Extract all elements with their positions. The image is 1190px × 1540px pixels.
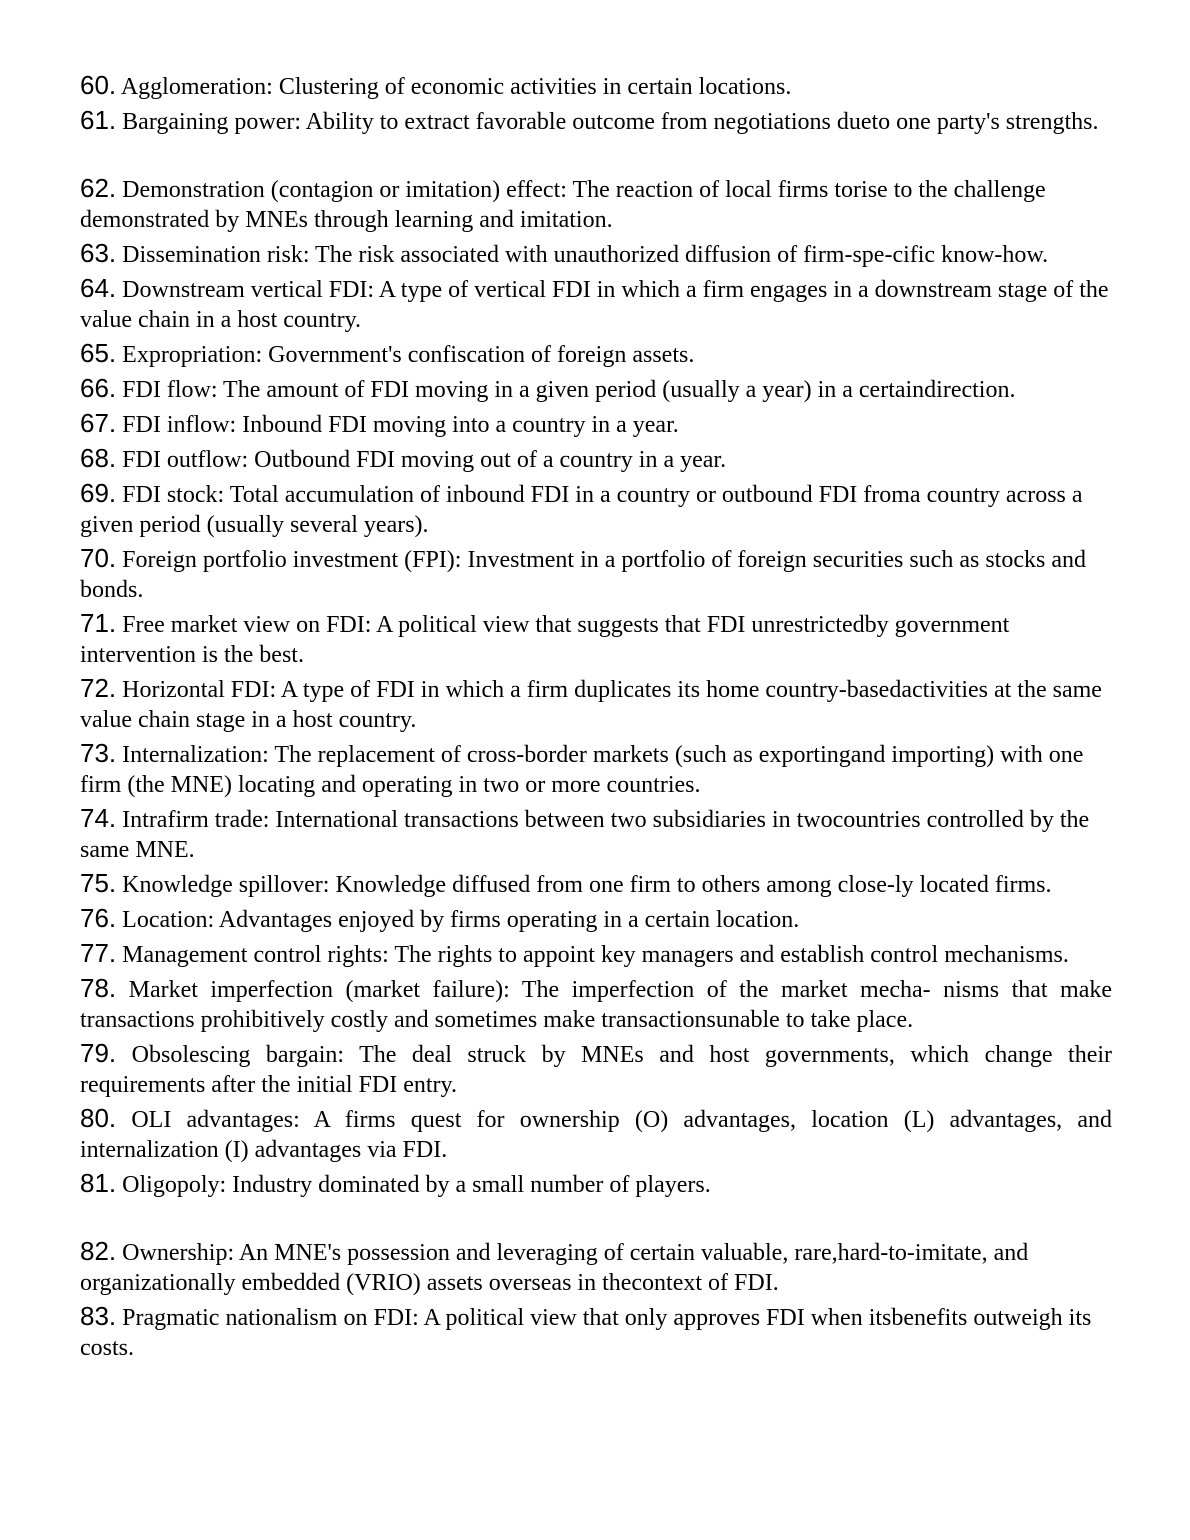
glossary-page — [80, 70, 1112, 1366]
glossary-entry-72 — [80, 673, 1112, 735]
entry-text: Horizontal FDI: A type of FDI in which a firm duplicates its home country-basedactivities at the same value chain stage in a host country. — [80, 677, 1102, 733]
entry-text: Oligopoly: Industry dominated by a small number of players. — [122, 1172, 711, 1198]
entry-text: FDI stock: Total accumulation of inbound FDI in a country or outbound FDI froma country across a given period (usually several years). — [80, 482, 1083, 538]
glossary-entry-61 — [80, 105, 1112, 137]
entry-number: 71. — [80, 608, 117, 638]
glossary-entry-70 — [80, 543, 1112, 605]
entry-text: Market imperfection (market failure): The imperfection of the market mecha- nisms that make transactions prohibitively costly and sometimes make transactionsunable to take place. — [80, 977, 1113, 1033]
glossary-entry-73 — [80, 738, 1112, 800]
glossary-entry-75 — [80, 868, 1112, 900]
glossary-entry-67 — [80, 408, 1112, 440]
entry-text: Management control rights: The rights to appoint key managers and establish control mechanisms. — [122, 942, 1069, 968]
entry-number: 67. — [80, 408, 117, 438]
glossary-entry-74 — [80, 803, 1112, 865]
entry-number: 73. — [80, 738, 117, 768]
entry-number: 63. — [80, 238, 117, 268]
entry-number: 64. — [80, 273, 117, 303]
entry-text: FDI flow: The amount of FDI moving in a given period (usually a year) in a certaindirection. — [122, 377, 1016, 403]
entry-number: 76. — [80, 903, 117, 933]
glossary-entry-71 — [80, 608, 1112, 670]
entry-number: 77. — [80, 938, 117, 968]
glossary-entry-60 — [80, 70, 1112, 102]
entry-number: 68. — [80, 443, 117, 473]
glossary-entry-65 — [80, 338, 1112, 370]
glossary-entry-64 — [80, 273, 1112, 335]
glossary-entry-66 — [80, 373, 1112, 405]
entry-number: 81. — [80, 1168, 117, 1198]
entry-number: 72. — [80, 673, 117, 703]
entry-text: Free market view on FDI: A political view that suggests that FDI unrestrictedby government intervention is the best. — [80, 612, 1010, 668]
entry-number: 79. — [80, 1038, 117, 1068]
entry-text: Pragmatic nationalism on FDI: A political view that only approves FDI when itsbenefits outweigh its costs. — [80, 1305, 1092, 1361]
glossary-entry-82 — [80, 1236, 1112, 1298]
entry-text: Agglomeration: Clustering of economic activities in certain locations. — [120, 74, 792, 100]
entry-text: Internalization: The replacement of cross-border markets (such as exportingand importing) with one firm (the MNE) locating and operating in two or more countries. — [80, 742, 1084, 798]
entry-number: 62. — [80, 173, 117, 203]
entry-number: 80. — [80, 1103, 117, 1133]
entry-text: OLI advantages: A firms quest for ownership (O) advantages, location (L) advantages, and internalization (I) advantages via FDI. — [80, 1107, 1112, 1163]
entry-text: Downstream vertical FDI: A type of vertical FDI in which a firm engages in a downstream stage of the value chain in a host country. — [80, 277, 1109, 333]
entry-text: Ownership: An MNE's possession and leveraging of certain valuable, rare,hard-to-imitate, and organizationally embedded (VRIO) assets overseas in thecontext of FDI. — [80, 1240, 1029, 1296]
entry-text: Location: Advantages enjoyed by firms operating in a certain location. — [122, 907, 800, 933]
entry-number: 70. — [80, 543, 117, 573]
entry-text: FDI inflow: Inbound FDI moving into a country in a year. — [122, 412, 679, 438]
glossary-entry-80 — [80, 1103, 1112, 1165]
glossary-entry-62 — [80, 173, 1112, 235]
entry-number: 82. — [80, 1236, 117, 1266]
entry-text: Obsolescing bargain: The deal struck by MNEs and host governments, which change their requirements after the initial FDI entry. — [80, 1042, 1113, 1098]
glossary-entry-78 — [80, 973, 1112, 1035]
glossary-entry-83 — [80, 1301, 1112, 1363]
glossary-entry-63 — [80, 238, 1112, 270]
entry-number: 83. — [80, 1301, 117, 1331]
entry-text: Expropriation: Government's confiscation of foreign assets. — [122, 342, 695, 368]
entry-number: 74. — [80, 803, 117, 833]
entry-text: Demonstration (contagion or imitation) effect: The reaction of local firms torise to the challenge demonstrated by MNEs through learning and imitation. — [80, 177, 1046, 233]
glossary-entry-69 — [80, 478, 1112, 540]
entry-text: Bargaining power: Ability to extract favorable outcome from negotiations dueto one party's strengths. — [122, 109, 1099, 135]
entry-text: Foreign portfolio investment (FPI): Investment in a portfolio of foreign securities such as stocks and bonds. — [80, 547, 1086, 603]
entry-number: 61. — [80, 105, 117, 135]
entry-number: 78. — [80, 973, 117, 1003]
glossary-entry-81 — [80, 1168, 1112, 1200]
entry-number: 75. — [80, 868, 117, 898]
entry-number: 66. — [80, 373, 117, 403]
glossary-entry-79 — [80, 1038, 1112, 1100]
entry-number: 65. — [80, 338, 117, 368]
glossary-entry-77 — [80, 938, 1112, 970]
entry-text: Dissemination risk: The risk associated with unauthorized diffusion of firm-spe-cific know-how. — [122, 242, 1049, 268]
entry-text: Knowledge spillover: Knowledge diffused from one firm to others among close-ly located firms. — [122, 872, 1052, 898]
entry-number: 60. — [80, 70, 117, 100]
entry-text: Intrafirm trade: International transactions between two subsidiaries in twocountries controlled by the same MNE. — [80, 807, 1090, 863]
glossary-entry-68 — [80, 443, 1112, 475]
entry-text: FDI outflow: Outbound FDI moving out of a country in a year. — [122, 447, 727, 473]
entry-number: 69. — [80, 478, 117, 508]
glossary-entry-76 — [80, 903, 1112, 935]
